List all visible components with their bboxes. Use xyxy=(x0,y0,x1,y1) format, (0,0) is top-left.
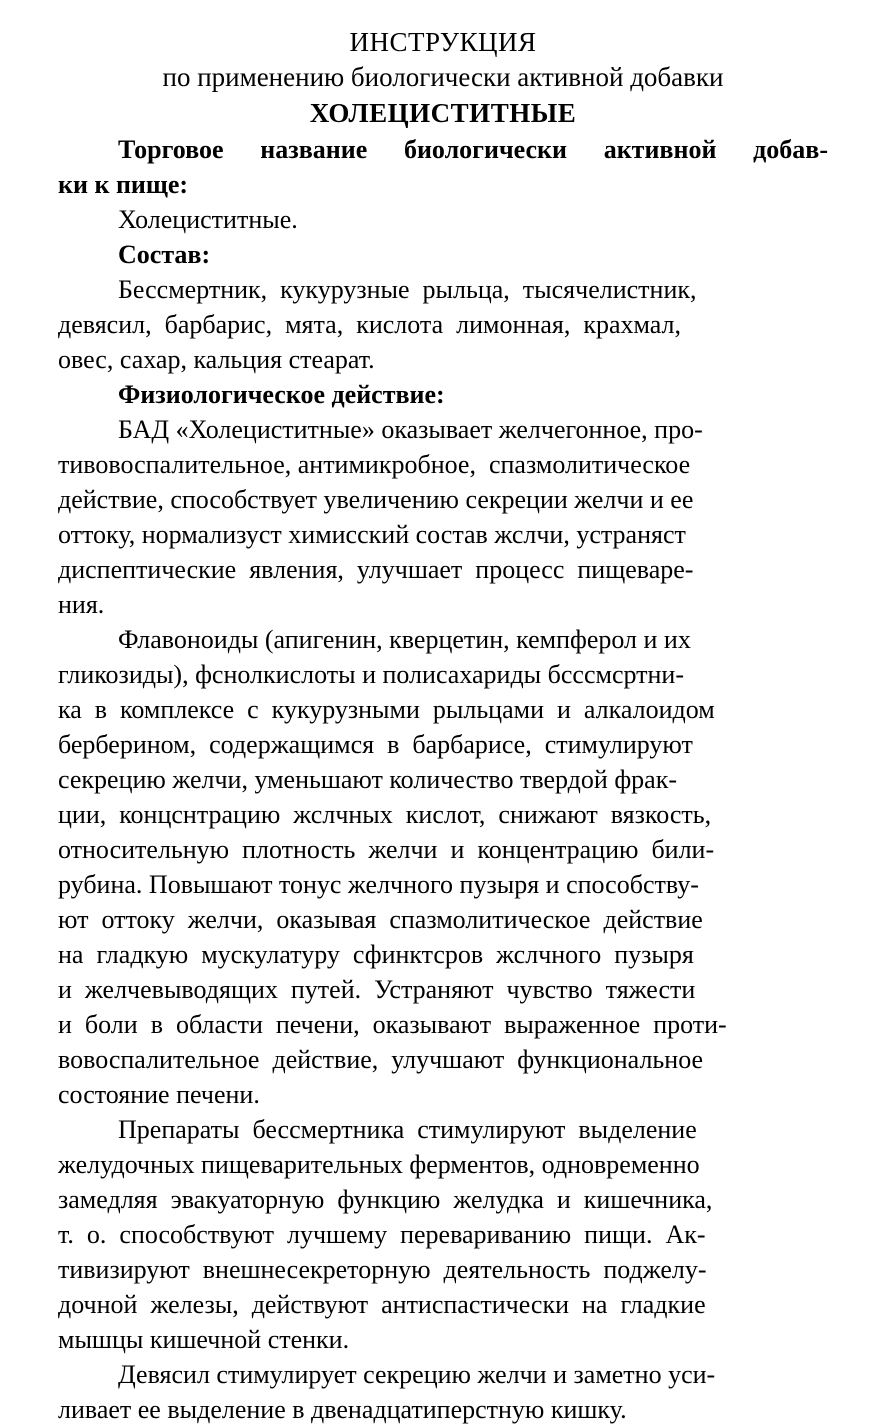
body-line: ка в комплексе с кукурузными рыльцами и алкалоидом xyxy=(58,695,715,724)
body-line: Девясил стимулирует секрецию желчи и заметно уси- xyxy=(118,1360,716,1389)
body-line: и желчевыводящих путей. Устраняют чувство тяжести xyxy=(58,975,696,1004)
body-line: состояние печени. xyxy=(58,1080,260,1109)
body-line: рубина. Повышают тонус желчного пузыря и способству- xyxy=(58,870,699,899)
body-line: тивовоспалительное, антимикробное, спазмолитическое xyxy=(58,450,691,479)
body-line: вовоспалительное действие, улучшают функциональное xyxy=(58,1045,704,1074)
composition-line: овес, сахар, кальция стеарат. xyxy=(58,345,375,374)
body-line: ции, концснтрацию жслчных кислот, снижают вязкость, xyxy=(58,800,712,829)
body-line: оттоку, нормализуст химисский состав жслчи, устраняст xyxy=(58,520,686,549)
body-line: и боли в области печени, оказывают выраженное проти- xyxy=(58,1010,727,1039)
body-line: действие, способствует увеличению секреции желчи и ее xyxy=(58,485,694,514)
trade-name-value: Холециститные. xyxy=(118,205,298,234)
body-line: Флавоноиды (апигенин, кверцетин, кемпферол и их xyxy=(118,625,691,654)
body-line: т. о. способствуют лучшему перевариванию пищи. Ак- xyxy=(58,1220,706,1249)
body-line: секрецию желчи, уменьшают количество твердой фрак- xyxy=(58,765,677,794)
body-line: берберином, содержащимся в барбарисе, стимулируют xyxy=(58,730,693,759)
composition-line: Бессмертник, кукурузные рыльца, тысячелистник, xyxy=(118,275,697,304)
body-line: ния. xyxy=(58,590,105,619)
trade-name-heading-line-1: Торговое название биологически активной добав- xyxy=(118,135,828,164)
body-line: диспептические явления, улучшает процесс пищеваре- xyxy=(58,555,694,584)
composition-heading: Состав: xyxy=(118,240,211,269)
composition-line: девясил, барбарис, мята, кислота лимонная, крахмал, xyxy=(58,310,682,339)
body-line: желудочных пищеварительных ферментов, одновременно xyxy=(58,1150,700,1179)
body-line: относительную плотность желчи и концентрацию били- xyxy=(58,835,715,864)
document-content xyxy=(58,24,828,1427)
body-line: Препараты бессмертника стимулируют выделение xyxy=(118,1115,697,1144)
body-line: на гладкую мускулатуру сфинктсров жслчного пузыря xyxy=(58,940,694,969)
body-line: БАД «Холециститные» оказывает желчегонное, про- xyxy=(118,415,703,444)
body-line: дочной железы, действуют антиспастически на гладкие xyxy=(58,1290,706,1319)
document-title: ИНСТРУКЦИЯ xyxy=(349,27,537,57)
document-subtitle: по применению биологически активной добавки xyxy=(162,62,724,92)
physiological-action-heading: Физиологическое действие: xyxy=(118,380,445,409)
product-name-heading: ХОЛЕЦИСТИТНЫЕ xyxy=(309,98,577,128)
body-line: гликозиды), фснолкислоты и полисахариды бсссмсртни- xyxy=(58,660,684,689)
body-line: ют оттоку желчи, оказывая спазмолитическое действие xyxy=(58,905,703,934)
trade-name-heading-line-2: ки к пище: xyxy=(58,170,189,199)
body-line: ливает ее выделение в двенадцатиперстную кишку. xyxy=(58,1395,627,1424)
body-line: тивизируют внешнесекреторную деятельность поджелу- xyxy=(58,1255,707,1284)
body-line: мышцы кишечной стенки. xyxy=(58,1325,350,1354)
body-line: замедляя эвакуаторную функцию желудка и кишечника, xyxy=(58,1185,713,1214)
